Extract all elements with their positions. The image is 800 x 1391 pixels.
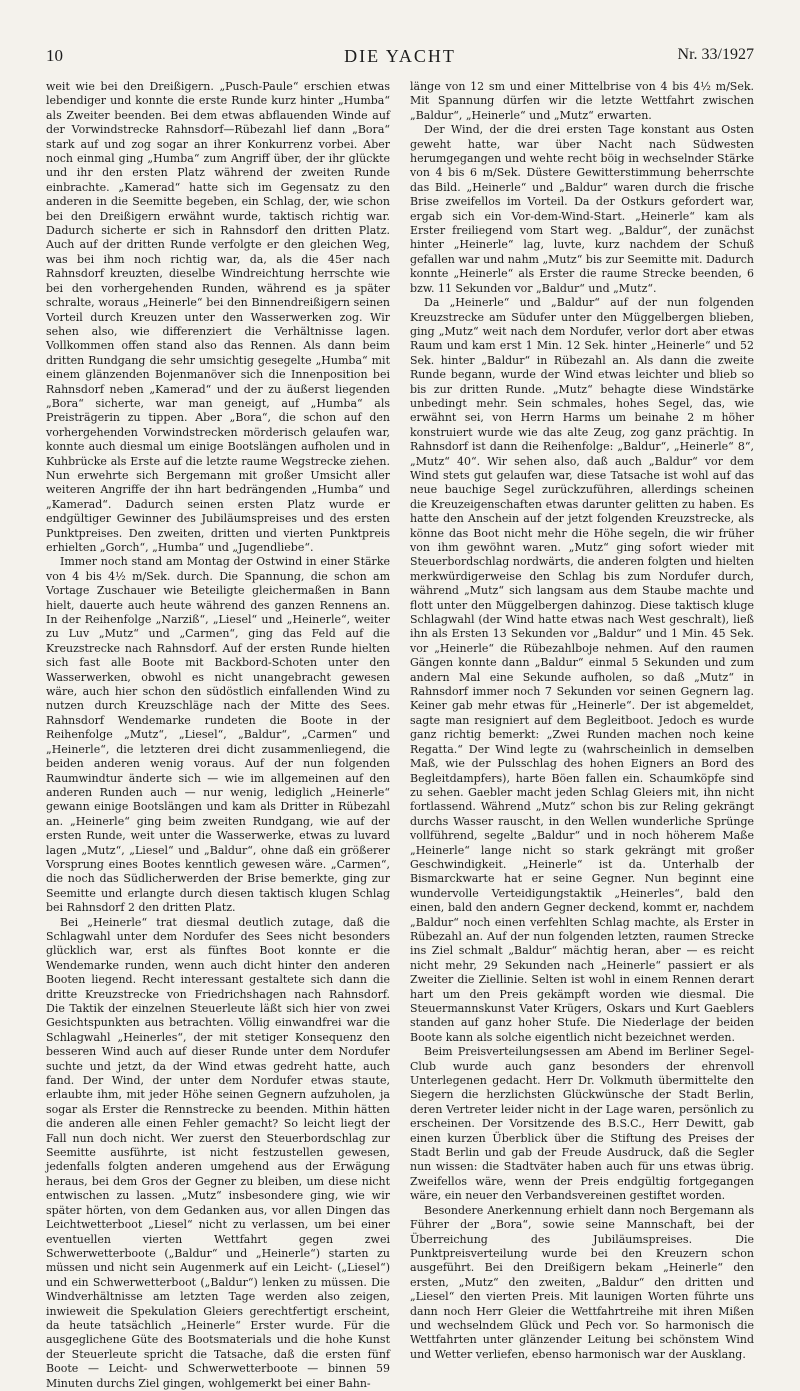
paragraph: weit wie bei den Dreißigern. „Pusch-Paule“ erschien etwas lebendiger und konnte die erste Runde kurz hinter „Humba“ als Zweiter beenden. Bei dem etwas abflauenden Winde auf der Vorwindstrecke Rahnsdorf—Rübezahl lief dann „Bora“ stark auf und zog sogar an ihrer Konkurrenz vorbei. Aber noch einmal ging „Humba“ zum Angriff über, der ihr glückte und ihr den ersten Platz während der zweiten Runde einbrachte. „Kamerad“ hatte sich im Gegensatz zu den anderen in die Seemitte begeben, ein Schlag, der, wie schon bei den Dreißigern erwähnt wurde, taktisch richtig war. Dadurch sicherte er sich in Rahnsdorf den dritten Platz. Auch auf der dritten Runde verfolgte er den gleichen Weg, was bei ihm noch richtig war, da, als die 45er nach Rahnsdorf kreuzten, dieselbe Windreichtung herrschte wie bei den vorhergehenden Runden, während es ja später schralte, woraus „Heinerle“ bei den Binnendreißigern seinen Vorteil durch Kreuzen unter den Wasserwerken zog. Wir sehen also, wie differenziert die Verhältnisse lagen. Vollkommen offen stand also das Rennen. Als dann beim dritten Rundgang die sehr umsichtig gesegelte „Humba“ mit einem glänzenden Bojenmanöver sich die Innenposition bei Rahnsdorf neben „Kamerad“ und der zu äußerst liegenden „Bora“ sicherte, war man geneigt, auf „Humba“ als Preisträgerin zu tippen. Aber „Bora“, die schon auf den vorhergehenden Vorwindstrecken mörderisch gelaufen war, konnte auch diesmal um einige Bootslängen aufholen und in Kuhbrücke als Erste auf die letzte raume Wegstrecke ziehen. Nun erwehrte sich Bergemann mit großer Umsicht aller weiteren Angriffe der ihn hart bedrängenden „Humba“ und „Kamerad“. Dadurch seinen ersten Platz wurde er endgültiger Gewinner des Jubiläumspreises und des ersten Punktpreises. Den zweiten, dritten und vierten Punktpreis erhielten „Gorch“, „Humba“ und „Jugendliebe“. — [46, 80, 390, 554]
page-number: 10 — [46, 46, 63, 65]
paragraph: Bei „Heinerle“ trat diesmal deutlich zutage, daß die Schlagwahl unter dem Nordufer des Sees nicht besonders glücklich war, erst als fünftes Boot konnte er die Wendemarke runden, wenn auch dicht hinter den anderen Booten liegend. Recht interessant gestaltete sich dann die dritte Kreuzstrecke von Friedrichshagen nach Rahnsdorf. Die Taktik der einzelnen Steuerleute läßt sich hier von zwei Gesichtspunkten aus betrachten. Völlig einwandfrei war die Schlagwahl „Heinerles“, der mit stetiger Konsequenz den besseren Wind auch auf dieser Runde unter dem Nordufer suchte und jetzt, da der Wind etwas gedreht hatte, auch fand. Der Wind, der unter dem Nordufer etwas staute, erlaubte ihm, mit jeder Höhe seinen Gegnern aufzuholen, ja sogar als Erster die Rennstrecke zu beenden. Mithin hätten die anderen alle einen Fehler gemacht? So leicht liegt der Fall nun doch nicht. Wer zuerst den Steuerbordschlag zur Seemitte ausführte, ist nicht festzustellen gewesen, jedenfalls folgten anderen umgehend aus der Erwägung heraus, bei dem Gros der Gegner zu bleiben, um diese nicht entwischen zu lassen. „Mutz“ insbesondere ging, wie wir später hörten, von dem Gedanken aus, vor allen Dingen das Leichtwetterboot „Liesel“ nicht zu verlassen, um bei einer eventuellen vierten Wettfahrt gegen zwei Schwerwetterboote („Baldur“ und „Heinerle“) starten zu müssen und nicht sein Augenmerk auf ein Leicht- („Liesel“) und ein Schwerwetterboot („Baldur“) lenken zu müssen. Die Windverhältnisse am letzten Tage werden also zeigen, inwieweit die Spekulation Gleiers gerechtfertigt erscheint, da heute tatsächlich „Heinerle“ Erster wurde. Für die ausgeglichene Güte des Bootsmaterials und die hohe Kunst der Steuerleute spricht die Tatsache, daß die ersten fünf Boote — Leicht- und Schwerwetterboote — binnen 59 Minuten durchs Ziel gingen, wohlgemerkt bei einer Bahn- — [46, 915, 390, 1390]
page-header — [46, 46, 754, 74]
left-column — [46, 80, 390, 1390]
paragraph: länge von 12 sm und einer Mittelbrise von 4 bis 4½ m/Sek. Mit Spannung dürfen wir die letzte Wettfahrt zwischen „Baldur“, „Heinerle“ und „Mutz“ erwarten. — [410, 80, 754, 122]
magazine-title: DIE YACHT — [344, 46, 456, 66]
paragraph: Der Wind, der die drei ersten Tage konstant aus Osten geweht hatte, war über Nacht nach Südwesten herumgegangen und wehte recht böig in wechselnder Stärke von 4 bis 6 m/Sek. Düstere Gewitterstimmung beherrschte das Bild. „Heinerle“ und „Baldur“ waren durch die frische Brise zweifellos im Vorteil. Da der Ostkurs gefordert war, ergab sich ein Vor-dem-Wind-Start. „Heinerle“ kam als Erster freiliegend vom Start weg. „Baldur“, der zunächst hinter „Heinerle“ lag, luvte, kurz nachdem der Schuß gefallen war und nahm „Mutz“ bis zur Seemitte mit. Dadurch konnte „Heinerle“ als Erster die raume Strecke beenden, 6 bzw. 11 Sekunden vor „Baldur“ und „Mutz“. — [410, 123, 754, 295]
right-column — [410, 80, 754, 1361]
paragraph: Da „Heinerle“ und „Baldur“ auf der nun folgenden Kreuzstrecke am Südufer unter den Müggelbergen blieben, ging „Mutz“ weit nach dem Nordufer, verlor dort aber etwas Raum und kam erst 1 Min. 12 Sek. hinter „Heinerle“ und 52 Sek. hinter „Baldur“ in Rübezahl an. Als dann die zweite Runde begann, wurde der Wind etwas leichter und blieb so bis zur dritten Runde. „Mutz“ behagte diese Windstärke unbedingt mehr. Sein schmales, hohes Segel, das, wie erwähnt sei, von Herrn Harms um beinahe 2 m höher konstruiert wurde wie das alte Zeug, zog ganz prächtig. In Rahnsdorf ist dann die Reihenfolge: „Baldur“, „Heinerle“ 8“, „Mutz“ 40“. Wir sehen also, daß auch „Baldur“ vor dem Wind stets gut gelaufen war, diese Tatsache ist wohl auf das neue bauchige Segel zurückzuführen, allerdings scheinen die Kreuzeigenschaften etwas darunter gelitten zu haben. Es hatte den Anschein auf der jetzt folgenden Kreuzstrecke, als könne das Boot nicht mehr die Höhe segeln, die wir früher von ihm gewöhnt waren. „Mutz“ ging sofort wieder mit Steuerbordschlag nordwärts, die anderen folgten und hielten merkwürdigerweise den Schlag bis zum Nordufer durch, während „Mutz“ sich langsam aus dem Staube machte und flott unter den Müggelbergen dahinzog. Diese taktisch kluge Schlagwahl (der Wind hatte etwas nach West geschralt), ließ ihn als Ersten 13 Sekunden vor „Baldur“ und 1 Min. 45 Sek. vor „Heinerle“ die Rübezahlboje nehmen. Auf den raumen Gängen konnte dann „Baldur“ einmal 5 Sekunden und zum andern Mal eine Sekunde aufholen, so daß „Mutz“ in Rahnsdorf immer noch 7 Sekunden vor seinen Gegnern lag. Keiner gab mehr etwas für „Heinerle“. Der ist abgemeldet, sagte man resigniert auf dem Begleitboot. Jedoch es wurde ganz richtig bemerkt: „Zwei Runden machen noch keine Regatta.“ Der Wind legte zu (wahrscheinlich in demselben Maß, wie der Pulsschlag des hohen Eigners an Bord des Begleitdampfers), harte Böen fallen ein. Schaumköpfe sind zu sehen. Gaebler macht jeden Schlag Gleiers mit, ihn nicht fortlassend. Während „Mutz“ schon bis zur Reling gekrängt durchs Wasser rauscht, in den Wellen wunderliche Sprünge vollführend, segelte „Baldur“ und in noch höherem Maße „Heinerle“ lange nicht so stark gekrängt mit großer Geschwindigkeit. „Heinerle“ ist da. Unterhalb der Bismarckwarte hat er seine Gegner. Nun beginnt eine wundervolle Verteidigungstaktik „Heinerles“, bald den einen, bald den andern Gegner deckend, kommt er, nachdem „Baldur“ noch einen verfehlten Schlag machte, als Erster in Rübezahl an. Auf der nun folgenden letzten, raumen Strecke ins Ziel schmalt „Baldur“ mächtig heran, aber — es reicht nicht mehr, 29 Sekunden nach „Heinerle“ passiert er als Zweiter die Ziellinie. Selten ist wohl in einem Rennen derart hart um den Preis gekämpft worden wie diesmal. Die Steuermannskunst Vater Krügers, Oskars und Kurt Gaeblers standen auf ganz hoher Stufe. Die Niederlage der beiden Boote kann als solche eigentlich nicht bezeichnet werden. — [410, 296, 754, 1044]
paragraph: Immer noch stand am Montag der Ostwind in einer Stärke von 4 bis 4½ m/Sek. durch. Die Spannung, die schon am Vortage Zuschauer wie Beteiligte gleichermaßen in Bann hielt, dauerte auch heute während des ganzen Rennens an. In der Reihenfolge „Narziß“, „Liesel“ und „Heinerle“, weiter zu Luv „Mutz“ und „Carmen“, ging das Feld auf die Kreuzstrecke nach Rahnsdorf. Auf der ersten Runde hielten sich fast alle Boote mit Backbord-Schoten unter den Wasserwerken, obwohl es nicht unangebracht gewesen wäre, auch hier schon den südöstlich einfallenden Wind zu nutzen durch Kreuzschläge nach der Mitte des Sees. Rahnsdorf Wendemarke rundeten die Boote in der Reihenfolge „Mutz“, „Liesel“, „Baldur“, „Carmen“ und „Heinerle“, die letzteren drei dicht zusammenliegend, die beiden anderen wenig voraus. Auf der nun folgenden Raumwindtur änderte sich — wie im allgemeinen auf den anderen Runden auch — nur wenig, lediglich „Heinerle“ gewann einige Bootslängen und kam als Dritter in Rübezahl an. „Heinerle“ ging beim zweiten Rundgang, wie auf der ersten Runde, weit unter die Wasserwerke, etwas zu luvard lagen „Mutz“, „Liesel“ und „Baldur“, ohne daß ein größerer Vorsprung eines Bootes kenntlich gewesen wäre. „Carmen“, die noch das Südlicherwerden der Brise bemerkte, ging zur Seemitte und erlangte durch diesen taktisch klugen Schlag bei Rahnsdorf 2 den dritten Platz. — [46, 555, 390, 915]
paragraph: Beim Preisverteilungsessen am Abend im Berliner Segel-Club wurde auch ganz besonders der ehrenvoll Unterlegenen gedacht. Herr Dr. Volkmuth übermittelte den Siegern die herzlichsten Glückwünsche der Stadt Berlin, deren Vertreter leider nicht in der Lage waren, persönlich zu erscheinen. Der Vorsitzende des B.S.C., Herr Dewitt, gab einen kurzen Überblick über die Stiftung des Preises der Stadt Berlin und gab der Freude Ausdruck, daß die Segler nun wissen: die Stadtväter haben auch für uns etwas übrig. Zweifellos wäre, wenn der Preis endgültig fortgegangen wäre, ein neuer den Verbandsvereinen gestiftet worden. — [410, 1045, 754, 1203]
issue-number: Nr. 33/1927 — [677, 46, 754, 63]
paragraph: Besondere Anerkennung erhielt dann noch Bergemann als Führer der „Bora“, sowie seine Mannschaft, bei der Überreichung des Jubiläumspreises. Die Punktpreisverteilung wurde bei den Kreuzern schon ausgeführt. Bei den Dreißigern bekam „Heinerle“ den ersten, „Mutz“ den zweiten, „Baldur“ den dritten und „Liesel“ den vierten Preis. Mit launigen Worten führte uns dann noch Herr Gleier die Wettfahrtreihe mit ihren Mißen und wechselndem Glück und Pech vor. So harmonisch die Wettfahrten unter glänzender Leitung bei schönstem Wind und Wetter verliefen, ebenso harmonisch war der Ausklang. — [410, 1203, 754, 1361]
